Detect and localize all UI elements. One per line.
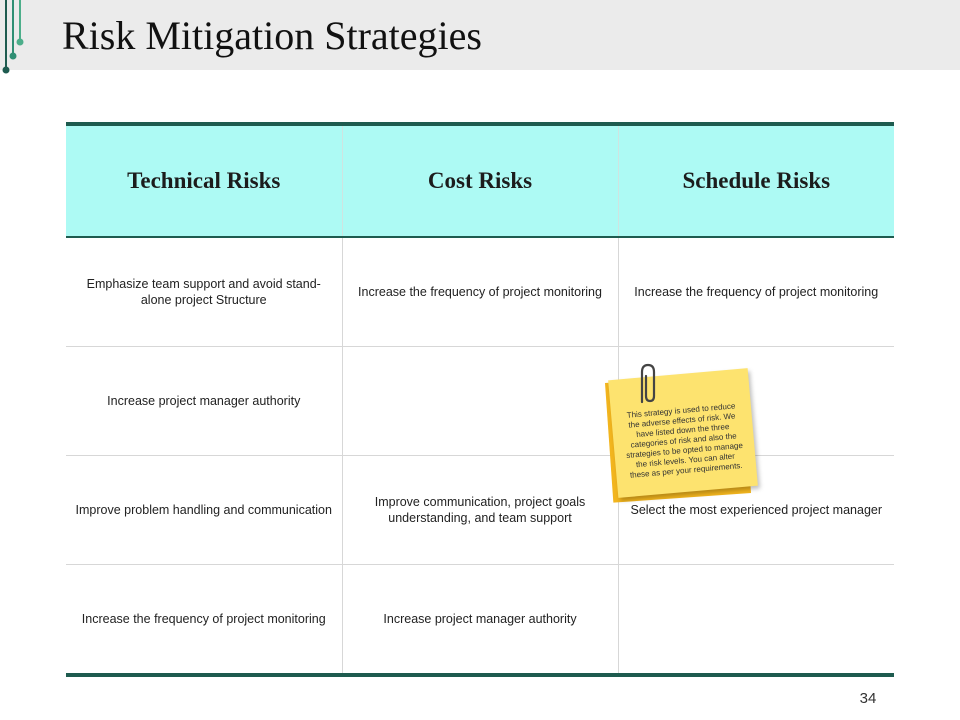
page-number: 34: [859, 690, 877, 707]
table-cell: Increase the frequency of project monitoring: [66, 565, 342, 676]
paperclip-icon: [633, 362, 661, 410]
table-cell: Increase the frequency of project monitoring: [342, 237, 618, 347]
slide-title: Risk Mitigation Strategies: [62, 13, 482, 58]
table-row: [66, 565, 894, 676]
table-cell: [618, 565, 894, 676]
table-cell: Improve problem handling and communication: [66, 456, 342, 565]
header-cost-risks: Cost Risks: [342, 124, 618, 237]
header-schedule-risks: Schedule Risks: [618, 124, 894, 237]
sticky-note: [605, 362, 770, 512]
circuit-decoration-icon: [0, 0, 30, 80]
table-cell: Emphasize team support and avoid stand-alone project Structure: [66, 237, 342, 347]
table-cell: Increase project manager authority: [66, 347, 342, 456]
table-cell: Increase project manager authority: [342, 565, 618, 676]
sticky-note-paper: [608, 368, 758, 498]
table-cell: Improve communication, project goals understanding, and team support: [342, 456, 618, 565]
table-row: [66, 237, 894, 347]
table-cell: Select the most experienced project manager: [618, 456, 894, 565]
table-cell: [342, 347, 618, 456]
header-technical-risks: Technical Risks: [66, 124, 342, 237]
sticky-note-text: This strategy is used to reduce the adverse effects of risk. We have listed down the three categories of risk and also the strategies to be opted to manage the risk levels. You can alter these as per your requirements.: [625, 401, 744, 480]
table-header-row: [66, 124, 894, 237]
table-cell: Increase the frequency of project monitoring: [618, 237, 894, 347]
